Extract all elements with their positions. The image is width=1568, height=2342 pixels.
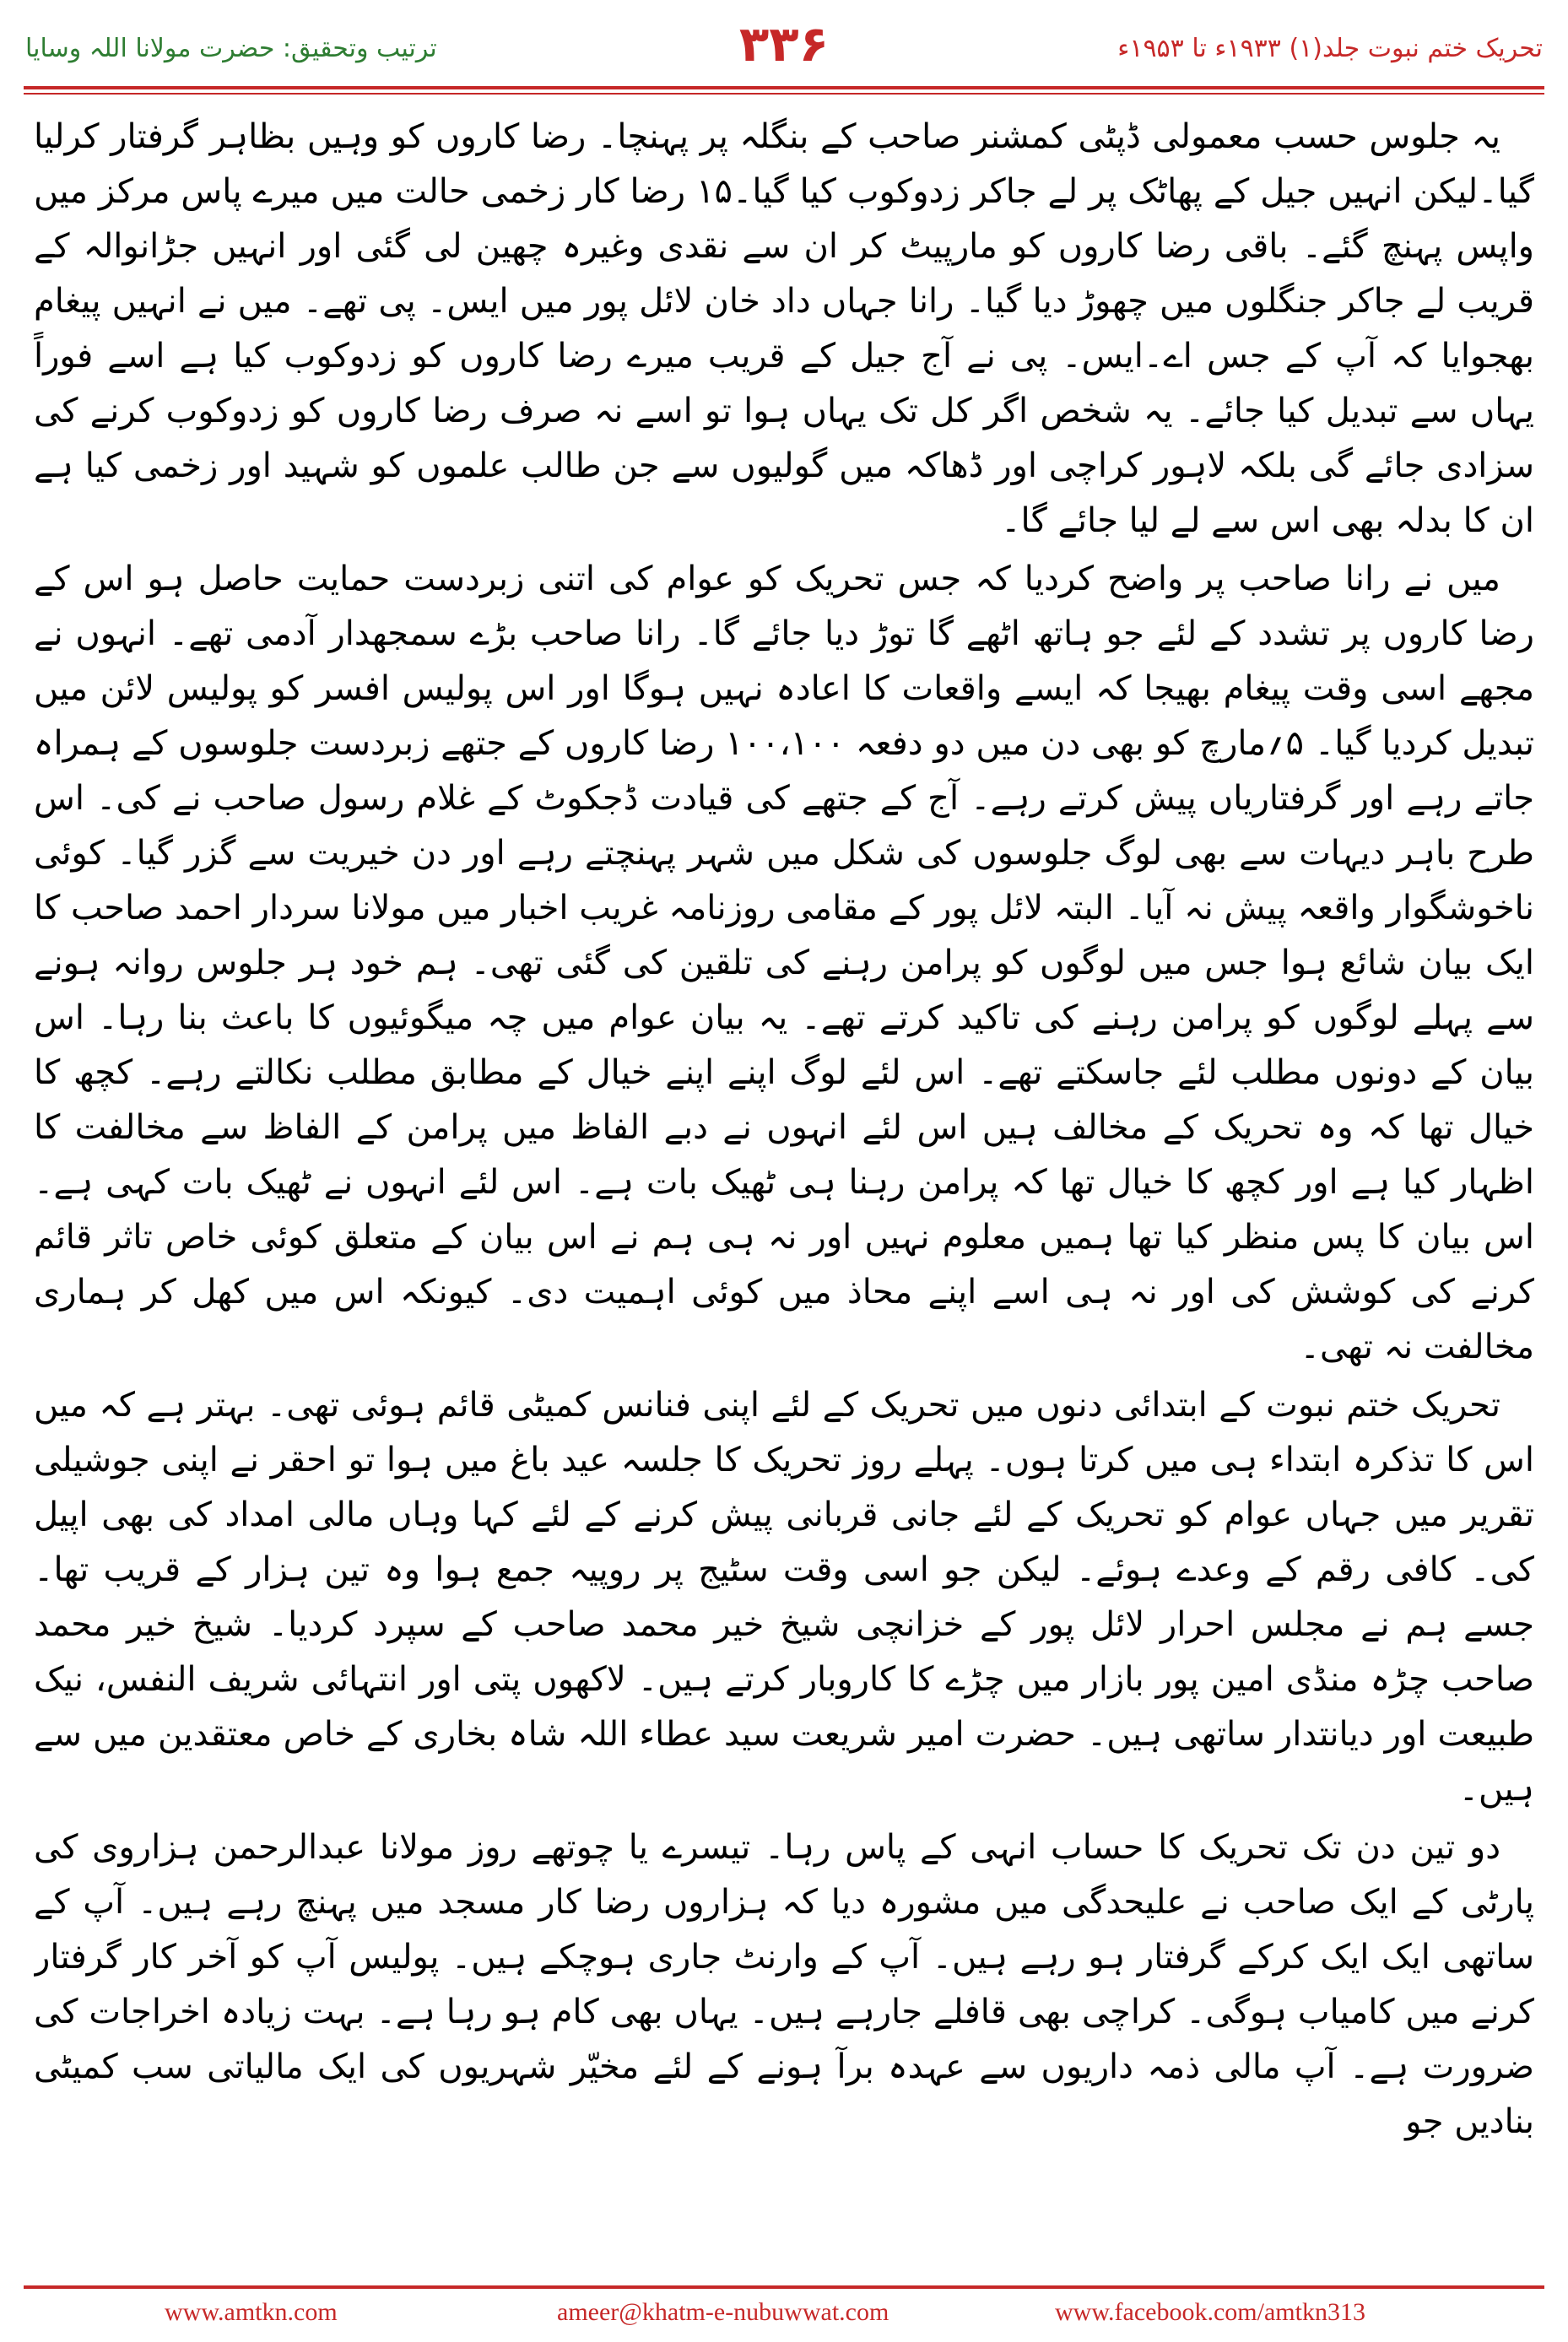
- header-rule-thin: [24, 93, 1544, 95]
- paragraph: تحریک ختم نبوت کے ابتدائی دنوں میں تحریک کے لئے اپنی فنانس کمیٹی قائم ہوئی تھی۔ بہتر ہے کہ میں اس کا تذکرہ ابتداء ہی میں کرتا ہوں۔ پہلے روز تحریک کا جلسہ عید باغ میں ہوا تو احقر نے اپنی جوشیلی تقریر میں جہاں عوام کو تحریک کے لئے جانی قربانی پیش کرنے کے لئے کہا وہاں مالی امداد کی بھی اپیل کی۔ کافی رقم کے وعدے ہوئے۔ لیکن جو اسی وقت سٹیج پر روپیہ جمع ہوا وہ تین ہزار کے قریب تھا۔ جسے ہم نے مجلس احرار لائل پور کے خزانچی شیخ خیر محمد صاحب کے سپرد کردیا۔ شیخ خیر محمد صاحب چڑہ منڈی امین پور بازار میں چڑے کا کاروبار کرتے ہیں۔ لاکھوں پتی اور انتہائی شریف النفس، نیک طبیعت اور دیانتدار ساتھی ہیں۔ حضرت امیر شریعت سید عطاء اللہ شاہ بخاری کے خاص معتقدین میں سے ہیں۔: [34, 1386, 1534, 1809]
- book-title: تحریک ختم نبوت جلد(۱) ۱۹۳۳ء تا ۱۹۵۳ء: [1117, 34, 1543, 63]
- page-number: ۳۳۶: [738, 15, 830, 73]
- author-credit: ترتیب وتحقیق: حضرت مولانا اللہ وسایا: [25, 34, 437, 63]
- header-rule: [24, 86, 1544, 89]
- page-header: [0, 0, 1568, 84]
- page-body: [34, 110, 1534, 2220]
- website-link[interactable]: www.amtkn.com: [165, 2298, 338, 2326]
- footer-rule: [24, 2285, 1544, 2289]
- page-footer: [0, 2291, 1568, 2342]
- paragraph: دو تین دن تک تحریک کا حساب انہی کے پاس رہا۔ تیسرے یا چوتھے روز مولانا عبدالرحمن ہزاروی کی پارٹی کے ایک صاحب نے علیحدگی میں مشورہ دیا کہ ہزاروں رضا کار مسجد میں پہنچ رہے ہیں۔ آپ کے ساتھی ایک ایک کرکے گرفتار ہو رہے ہیں۔ آپ کے وارنٹ جاری ہوچکے ہیں۔ پولیس آپ کو آخر کار گرفتار کرنے میں کامیاب ہوگی۔ کراچی بھی قافلے جارہے ہیں۔ یہاں بھی کام ہو رہا ہے۔ بہت زیادہ اخراجات کی ضرورت ہے۔ آپ مالی ذمہ داریوں سے عہدہ برآ ہونے کے لئے مخیّر شہریوں کی ایک مالیاتی سب کمیٹی بنادیں جو: [34, 1828, 1534, 2141]
- paragraph: میں نے رانا صاحب پر واضح کردیا کہ جس تحریک کو عوام کی اتنی زبردست حمایت حاصل ہو اس کے رضا کاروں پر تشدد کے لئے جو ہاتھ اٹھے گا توڑ دیا جائے گا۔ رانا صاحب بڑے سمجھدار آدمی تھے۔ انہوں نے مجھے اسی وقت پیغام بھیجا کہ ایسے واقعات کا اعادہ نہیں ہوگا اور اس پولیس افسر کو پولیس لائن میں تبدیل کردیا گیا۔ ۵؍مارچ کو بھی دن میں دو دفعہ ۱۰۰،۱۰۰ رضا کاروں کے جتھے زبردست جلوسوں کے ہمراہ جاتے رہے اور گرفتاریاں پیش کرتے رہے۔ آج کے جتھے کی قیادت ڈجکوٹ کے غلام رسول صاحب نے کی۔ اس طرح باہر دیہات سے بھی لوگ جلوسوں کی شکل میں شہر پہنچتے رہے اور دن خیریت سے گزر گیا۔ کوئی ناخوشگوار واقعہ پیش نہ آیا۔ البتہ لائل پور کے مقامی روزنامہ غریب اخبار میں مولانا سردار احمد صاحب کا ایک بیان شائع ہوا جس میں لوگوں کو پرامن رہنے کی تلقین کی گئی تھی۔ ہم خود ہر جلوس روانہ ہونے سے پہلے لوگوں کو پرامن رہنے کی تاکید کرتے تھے۔ یہ بیان عوام میں چہ میگوئیوں کا باعث بنا رہا۔ اس بیان کے دونوں مطلب لئے جاسکتے تھے۔ اس لئے لوگ اپنے اپنے خیال کے مطابق مطلب نکالتے رہے۔ کچھ کا خیال تھا کہ وہ تحریک کے مخالف ہیں اس لئے انہوں نے دبے الفاظ میں پرامن کے الفاظ سے مخالفت کا اظہار کیا ہے اور کچھ کا خیال تھا کہ پرامن رہنا ہی ٹھیک بات ہے۔ اس لئے انہوں نے ٹھیک بات کہی ہے۔ اس بیان کا پس منظر کیا تھا ہمیں معلوم نہیں اور نہ ہی ہم نے اس بیان کے متعلق کوئی خاص تاثر قائم کرنے کی کوشش کی اور نہ ہی اسے اپنے محاذ میں کوئی اہمیت دی۔ کیونکہ اس میں کھل کر ہماری مخالفت نہ تھی۔: [34, 560, 1534, 1366]
- paragraph: یہ جلوس حسب معمولی ڈپٹی کمشنر صاحب کے بنگلہ پر پہنچا۔ رضا کاروں کو وہیں بظاہر گرفتار کرلیا گیا۔لیکن انہیں جیل کے پھاٹک پر لے جاکر زدوکوب کیا گیا۔۱۵ رضا کار زخمی حالت میں میرے پاس مرکز میں واپس پہنچ گئے۔ باقی رضا کاروں کو مارپیٹ کر ان سے نقدی وغیرہ چھین لی گئی اور انہیں جڑانوالہ کے قریب لے جاکر جنگلوں میں چھوڑ دیا گیا۔ رانا جہاں داد خان لائل پور میں ایس۔ پی تھے۔ میں نے انہیں پیغام بھجوایا کہ آپ کے جس اے۔ایس۔ پی نے آج جیل کے قریب میرے رضا کاروں کو زدوکوب کیا ہے اسے فوراً یہاں سے تبدیل کیا جائے۔ یہ شخص اگر کل تک یہاں ہوا تو اسے نہ صرف رضا کاروں کو زدوکوب کرنے کی سزادی جائے گی بلکہ لاہور کراچی اور ڈھاکہ میں گولیوں سے جن طالب علموں کو شہید اور زخمی کیا ہے ان کا بدلہ بھی اس سے لے لیا جائے گا۔: [34, 117, 1534, 540]
- email-link[interactable]: ameer@khatm-e-nubuwwat.com: [557, 2298, 889, 2326]
- facebook-link[interactable]: www.facebook.com/amtkn313: [1055, 2298, 1365, 2326]
